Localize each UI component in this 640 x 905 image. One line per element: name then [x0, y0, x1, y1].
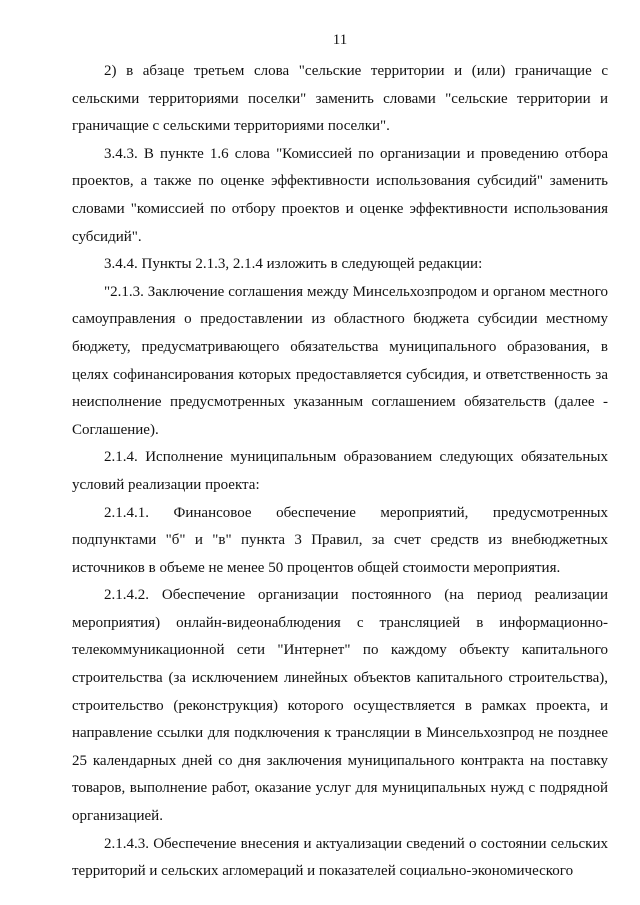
paragraph-2-1-4-1: 2.1.4.1. Финансовое обеспечение мероприятий, предусмотренных подпунктами "б" и "в" пункта 3 Правил, за счет средств из внебюджетных источников в объеме не менее 50 процентов общей стоимости мероприятия.	[72, 504, 608, 576]
paragraph-2-1-3: "2.1.3. Заключение соглашения между Минсельхозпродом и органом местного самоуправления о предоставлении из областного бюджета субсидии местному бюджету, предусматривающего обязательства муниципального образования, в целях софинансирования которых предоставляется субсидия, и ответственность за неисполнение предусмотренных указанным соглашением обязательств (далее - Соглашение).	[72, 283, 608, 438]
paragraph-abzac-tretiy: 2) в абзаце третьем слова "сельские территории и (или) граничащие с сельскими территориями поселки" заменить словами "сельские территории и граничащие с сельскими территориями поселки".	[72, 63, 608, 135]
paragraph-2-1-4-2: 2.1.4.2. Обеспечение организации постоянного (на период реализации мероприятия) онлайн-видеонаблюдения с трансляцией в информационно-телекоммуникационной сети "Интернет" по каждому объекту капитального строительства (за исключением линейных объектов капитального строительства), строительство (реконструкция) которого осуществляется в рамках проекта, и направление ссылки для подключения к трансляции в Минсельхозпрод не позднее 25 календарных дней со дня заключения муниципального контракта на поставку товаров, выполнение работ, оказание услуг для муниципальных нужд с подрядной организацией.	[72, 587, 608, 825]
page-number: 11	[332, 32, 348, 48]
paragraph-3-4-4: 3.4.4. Пункты 2.1.3, 2.1.4 изложить в следующей редакции:	[104, 256, 483, 273]
paragraph-2-1-4: 2.1.4. Исполнение муниципальным образованием следующих обязательных условий реализации проекта:	[72, 449, 608, 493]
paragraph-2-1-4-3: 2.1.4.3. Обеспечение внесения и актуализации сведений о состоянии сельских территорий и сельских агломераций и показателей социально-экономического	[72, 835, 608, 880]
document-page	[72, 30, 608, 886]
paragraph-3-4-3: 3.4.3. В пункте 1.6 слова "Комиссией по организации и проведению отбора проектов, а также по оценке эффективности использования субсидий" заменить словами "комиссией по отбору проектов и оценке эффективности использования субсидий".	[72, 145, 608, 245]
